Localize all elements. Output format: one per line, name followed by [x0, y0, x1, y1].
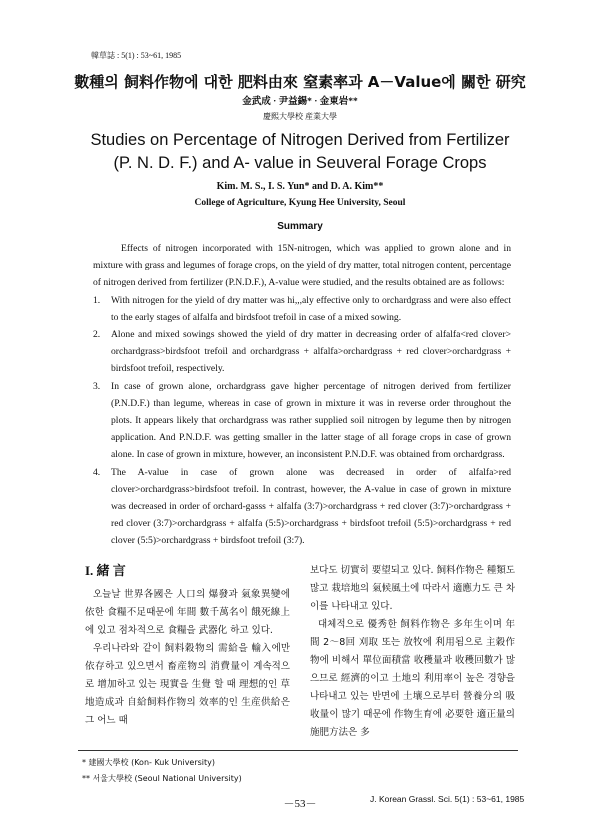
summary-intro: Effects of nitrogen incorporated with 15N-nitrogen, which was applied to grown alone and in mixture with grass and legumes of forage crops, on the yield of dry matter, total nitrogen content, percentage of nitrogen derived from fertilizer (P.N.D.F.), A-value were studied, and the results obtained are as follows:	[93, 243, 511, 289]
english-title	[0, 129, 600, 175]
english-title-line1: Studies on Percentage of Nitrogen Derived from Fertilizer	[90, 131, 510, 149]
item-text: The A-value in case of grown alone was decreased in order of alfalfa>red clover>orchardgrass>birdsfoot trefoil. In contrast, however, the A-value in case of grown in mixture was decreased in order of orchard-gasss + alfalfa (3:7)>orchardgrass + red clover (3:7)>orchardgrass + red clover (3:7)>orchardgrass + alfalfa (5:5)>orchardgrass + birdsfoot trefoil (5:5)>orchardgrass + red clover (5:5)>orchardgrass + birdsfoot trefoil (3:7).	[111, 466, 511, 547]
english-authors: Kim. M. S., I. S. Yun* and D. A. Kim**	[216, 181, 384, 192]
item-text: With nitrogen for the yield of dry matter was hi,,,aly effective only to orchardgrass and were also effect to the early stages of alfalfa and birdsfoot trefoil in case of a mixed sowing.	[111, 294, 511, 323]
summary-heading: Summary	[277, 221, 323, 232]
paragraph: 보다도 切實히 要望되고 있다. 飼料作物은 種類도 많고 栽培地의 氣候風土에 따라서 適應力도 큰 차이를 나타내고 있다.	[310, 564, 515, 612]
item-text: In case of grown alone, orchardgrass gave higher percentage of nitrogen derived from fertilizer (P.N.D.F.) than legume, whereas in case of grown in mixture it was in reverse order throughout the plots. It appears likely that orchardgrass was rather supplied soil nitrogen by legume then by nitrogen application. And P.N.D.F. was getting smaller in the latter stage of all forage crops in case of grown alone. In case of grown in mixture, however, an inconsistent P.N.D.F. was obtained from orchardgrass.	[111, 380, 511, 461]
item-number: 3.	[93, 380, 101, 392]
footnote: * 建國大學校 (Kon- Kuk University)	[82, 757, 216, 767]
item-number: 4.	[93, 466, 101, 478]
paragraph: 우리나라와 같이 飼料穀物의 需給을 輸入에만 依存하고 있으면서 畜産物의 消費量이 계속적으로 增加하고 있는 現實을 生覺 할 때 理想的인 草地造成과 自給飼料作物의 效率的인 生産供給은 그 어느 때	[85, 642, 290, 726]
journal-citation-header: 韓草誌 : 5(1) : 53~61, 1985	[91, 51, 182, 60]
page-footer	[0, 793, 600, 817]
paragraph: 대체적으로 優秀한 飼料作物은 多年生이며 年間 2～8回 刈取 또는 放牧에 利用됨으로 主穀作物에 비해서 單位面積當 收穫量과 收穫回數가 많으므로 經濟的이고 土地의 利用率이 높은 경향을 나타내고 있는 반면에 土壤으로부터 營養分의 吸收量이 많기 때문에 作物生育에 必要한 適正量의 施肥方法은 多	[310, 618, 515, 738]
footnote-divider	[78, 750, 518, 751]
item-text: Alone and mixed sowings showed the yield of dry matter in decreasing order of alfalfa<red clover> orchardgrass>birdsfoot trefoil and orchardgrass + alfalfa>orchardgrass + red clover>orchardgrass + birdsfoot trefoil, respectively.	[111, 329, 511, 375]
english-title-line2: (P. N. D. F.) and A- value in Seuveral Forage Crops	[113, 154, 487, 172]
korean-authors: 金武成 · 尹益錫* · 金東岩**	[242, 97, 358, 107]
right-column	[310, 562, 515, 742]
paragraph: 오늘날 世界各國은 人口의 爆發과 氣象異變에 依한 食糧不足때문에 年間 數千萬名이 餓死線上에 있고 점차적으로 食糧을 武器化 하고 있다.	[85, 588, 290, 636]
summary-item	[93, 326, 511, 378]
korean-affiliation: 慶熙大學校 産業大學	[263, 112, 337, 121]
journal-reference: J. Korean Grassl. Sci. 5(1) : 53~61, 1985	[370, 793, 525, 804]
english-affiliation: College of Agriculture, Kyung Hee University, Seoul	[194, 198, 406, 208]
item-number: 2.	[93, 329, 101, 341]
item-number: 1.	[93, 294, 101, 306]
summary-item	[93, 378, 511, 464]
section-heading-introduction: I. 緒 言	[85, 562, 126, 578]
page-number: －53－	[283, 797, 317, 810]
footnote: ** 서울大學校 (Seoul National University)	[82, 773, 242, 783]
summary-body	[93, 240, 511, 550]
left-column	[85, 562, 290, 742]
korean-title: 數種의 飼料作物에 대한 肥料由來 窒素率과 A－Value에 關한 研究	[74, 73, 526, 91]
introduction-columns	[85, 562, 515, 742]
summary-item	[93, 464, 511, 550]
summary-item	[93, 292, 511, 326]
